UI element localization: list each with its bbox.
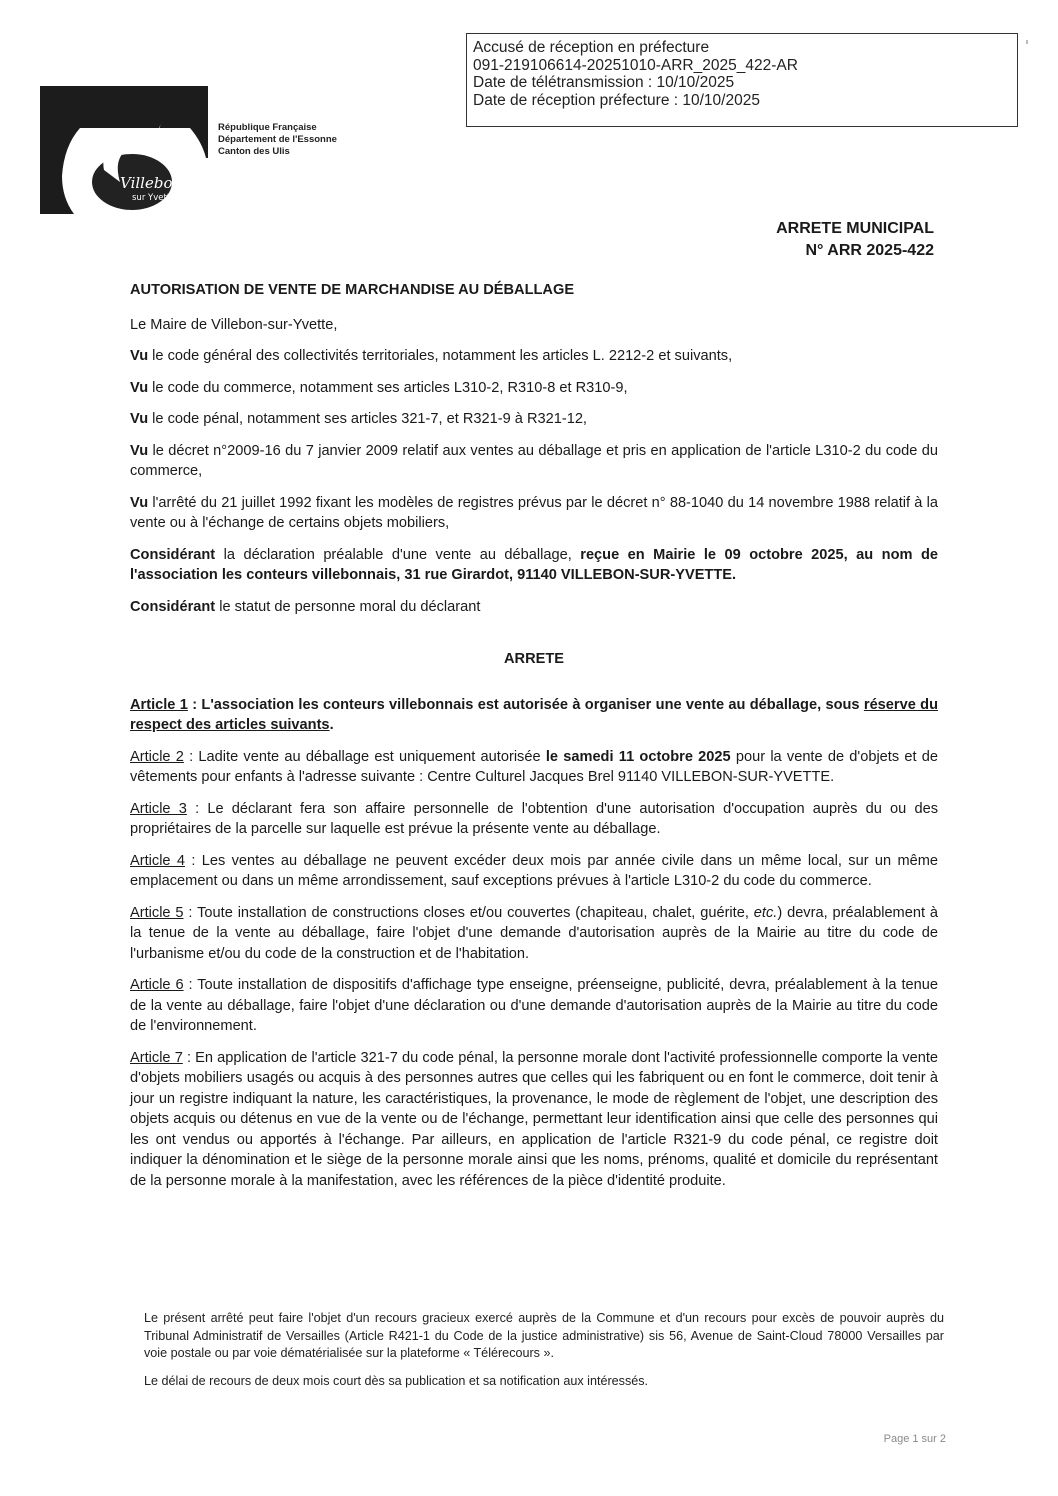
article-2-date: le samedi 11 octobre 2025: [545, 748, 731, 765]
decree-number: N° ARR 2025-422: [805, 242, 934, 259]
considerant-word: Considérant: [130, 598, 216, 615]
article-2: [130, 747, 938, 788]
article-5-text-c: ) devra, préalablement à la tenue de la vente au déballage, faire l'objet d'une demande d'autorisation auprès de la Mairie au titre du code de l'urbanisme et/ou du code de la construction et de l'habitation.: [130, 904, 939, 962]
article-6-text: : Toute installation de dispositifs d'affichage type enseigne, préenseigne, publicité, devra, préalablement à la tenue de la vente au déballage, faire l'objet d'une déclaration ou d'une demande d'autorisation auprès de la Mairie au titre du code de l'environnement.: [130, 977, 938, 1034]
vu-word: Vu: [130, 348, 149, 364]
vu-word: Vu: [130, 379, 149, 396]
vu-word: Vu: [130, 442, 149, 459]
republic-header: [218, 122, 337, 158]
villebon-logo: [40, 86, 208, 214]
article-6-label: Article 6: [130, 977, 184, 993]
header-line-1: République Française: [218, 122, 317, 133]
vu-clause-4: [130, 441, 938, 482]
article-5-label: Article 5: [130, 904, 184, 921]
stamp-line-4: Date de réception préfecture : 10/10/2025: [473, 91, 760, 109]
article-1-text-b: réserve du respect des articles suivants: [130, 696, 938, 733]
article-3-label: Article 3: [130, 800, 187, 817]
article-1-text-a: : L'association les conteurs villebonnais est autorisée à organiser une vente au déballage, sous: [187, 696, 864, 713]
scan-mark: [1026, 40, 1028, 44]
decree-title: [776, 218, 934, 262]
article-7-label: Article 7: [130, 1049, 183, 1066]
article-4: [130, 851, 938, 892]
considerant-text-2: le statut de personne moral du déclarant: [215, 598, 481, 615]
article-1-label: Article 1: [130, 696, 188, 713]
article-1-text-c: .: [329, 717, 334, 733]
vu-clause-1: [130, 346, 938, 367]
considerant-text-1b: reçue en Mairie le 09 octobre 2025, au nom de l'association les conteurs villebonnais, 31 rue Girardot, 91140 VILLEBON-SUR-YVETTE.: [130, 546, 938, 583]
vu-word: Vu: [130, 411, 149, 427]
article-2-label: Article 2: [130, 748, 184, 765]
article-4-label: Article 4: [130, 852, 185, 869]
considerant-clause-1: [130, 545, 938, 586]
article-2-text-a: : Ladite vente au déballage est uniquement autorisée: [183, 748, 546, 765]
vu-text-5: l'arrêté du 21 juillet 1992 fixant les modèles de registres prévus par le décret n° 88-1040 du 14 novembre 1988 relatif à la vente ou à l'échange de certains objets mobiliers,: [130, 494, 938, 531]
page-number: Page 1 sur 2: [883, 1433, 946, 1445]
article-7-text: : En application de l'article 321-7 du code pénal, la personne morale dont l'activité professionnelle comporte la vente d'objets mobiliers usagés ou acquis à des personnes autres que celles qui les fabriquent ou en font le commerce, doit tenir à jour un registre indiquant la nature, les caractéristiques, la provenance, le mode de règlement de l'objet, une description des objets acquis ou détenus en vue de la vente ou de l'échange, permettant leur identification ainsi que celle des personnes qui les ont vendus ou apportés à l'échange. Par ailleurs, en application de l'article R321-9 du code pénal, ce registre doit indiquer la dénomination et le siège de la personne morale ainsi que les noms, prénoms, qualité et domicile du représentant de la personne morale à la manifestation, avec les références de la pièce d'identité produite.: [130, 1049, 938, 1189]
article-4-text: : Les ventes au déballage ne peuvent excéder deux mois par année civile dans un même local, sur un même emplacement ou dans un même arrondissement, sauf exceptions prévues à l'article L310-2 du code du commerce.: [130, 852, 939, 889]
stamp-line-1: Accusé de réception en préfecture: [473, 39, 710, 56]
legal-notice: [144, 1310, 944, 1400]
considerant-clause-2: [130, 597, 938, 618]
delai-notice: Le délai de recours de deux mois court dès sa publication et sa notification aux intéressés.: [144, 1373, 649, 1388]
vu-text-2: le code du commerce, notamment ses articles L310-2, R310-8 et R310-9,: [148, 379, 628, 396]
arrete-heading: ARRETE: [504, 651, 564, 667]
considerant-word: Considérant: [130, 546, 216, 563]
vu-text-3: le code pénal, notamment ses articles 321-7, et R321-9 à R321-12,: [148, 411, 587, 427]
vu-word: Vu: [130, 494, 149, 511]
article-6: [130, 975, 938, 1037]
article-5-text-a: : Toute installation de constructions closes et/ou couvertes (chapiteau, chalet, guérite,: [183, 904, 754, 921]
article-2-text-c: pour la vente de d'objets et de vêtements pour enfants à l'adresse suivante : Centre Culturel Jacques Brel 91140 VILLEBON-SUR-YVETTE.: [130, 748, 939, 785]
svg-text:sur Yvette: sur Yvette: [132, 193, 176, 203]
vu-clause-3: [130, 409, 938, 430]
mayor-line: Le Maire de Villebon-sur-Yvette,: [130, 316, 338, 333]
svg-text:Villebon: Villebon: [120, 174, 183, 192]
header-line-2: Département de l'Essonne: [218, 134, 337, 145]
villebon-logo-icon: [40, 86, 208, 214]
article-3: [130, 799, 938, 840]
vu-text-4: le décret n°2009-16 du 7 janvier 2009 relatif aux ventes au déballage et pris en application de l'article L310-2 du code du commerce,: [130, 442, 938, 479]
decree-title-line-1: ARRETE MUNICIPAL: [776, 220, 934, 237]
vu-clause-2: [130, 378, 938, 399]
decree-body: [130, 280, 938, 1202]
header-line-3: Canton des Ulis: [218, 146, 290, 157]
article-5: [130, 903, 938, 965]
recours-notice: Le présent arrêté peut faire l'objet d'un recours gracieux exercé auprès de la Commune et d'un recours pour excès de pouvoir auprès du Tribunal Administratif de Versailles (Article R421-1 du Code de la justice administrative) sis 56, Avenue de Saint-Cloud 78000 Versailles par voie postale ou par voie dématérialisée sur la plateforme « Télérecours ».: [144, 1311, 944, 1360]
vu-clause-5: [130, 493, 938, 534]
article-3-text: : Le déclarant fera son affaire personnelle de l'obtention d'une autorisation d'occupation auprès du ou des propriétaires de la parcelle sur laquelle est prévue la présente vente au déballage.: [130, 800, 939, 837]
decree-heading: AUTORISATION DE VENTE DE MARCHANDISE AU DÉBALLAGE: [130, 282, 575, 298]
article-1: [130, 695, 938, 736]
stamp-line-2: 091-219106614-20251010-ARR_2025_422-AR: [473, 56, 798, 74]
prefecture-receipt-stamp: [466, 33, 1018, 127]
article-5-etc: etc.: [753, 904, 778, 921]
vu-text-1: le code général des collectivités territoriales, notamment les articles L. 2212-2 et suivants,: [148, 348, 733, 364]
article-7: [130, 1048, 938, 1192]
stamp-line-3: Date de télétransmission : 10/10/2025: [473, 74, 735, 91]
considerant-text-1a: la déclaration préalable d'une vente au déballage,: [215, 546, 581, 563]
